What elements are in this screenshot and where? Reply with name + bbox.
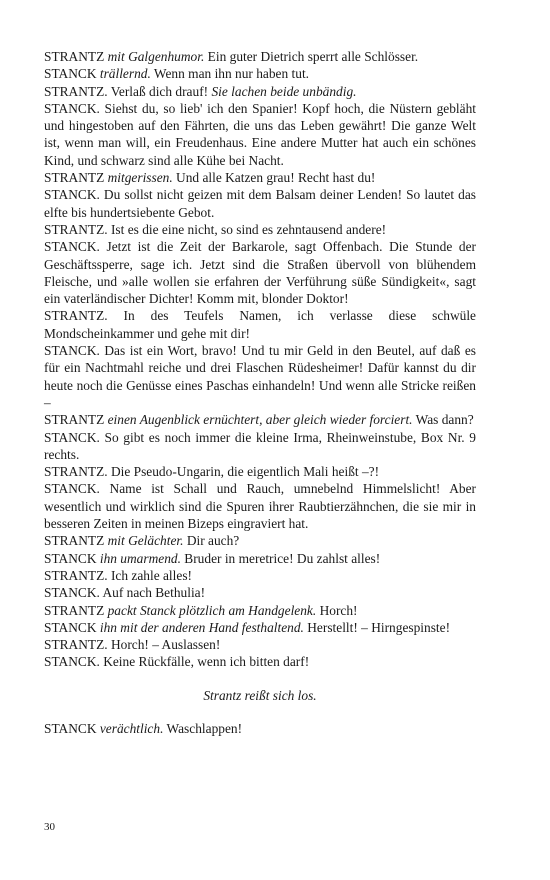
dialogue-line [44,619,476,636]
dialogue-text: STANCK [44,550,100,566]
dialogue-text: STRANTZ. Verlaß dich drauf! [44,83,212,99]
dialogue-line [44,186,476,221]
dialogue-text: STANCK. Siehst du, so lieb' ich den Spanier! Kopf hoch, die Nüstern gebläht und hingestoben auf den Fährten, die uns das Leben gewährt! Die ganze Welt ist, wenn man will, ein Freudenhaus. Eine andere Mutter hat auch ein schönes Kind, und schwarz sind alle Kühe bei Nacht. [44,100,476,168]
stage-direction-inline: mitgerissen. [107,170,173,186]
dialogue-line [44,342,476,411]
stage-direction-inline: verächtlich. [99,720,164,736]
stage-direction-inline: mit Gelächter. [107,533,184,549]
stage-direction-inline: ihn mit der anderen Hand festhaltend. [99,619,304,635]
stage-direction-inline: ihn umarmend. [99,550,181,566]
dialogue-text: Wenn man ihn nur haben tut. [150,66,310,82]
dialogue-line [44,532,476,549]
dialogue-line [44,567,476,584]
dialogue-text: STRANTZ [44,49,108,64]
dialogue-line [44,83,476,100]
dialogue-text: STRANTZ [44,170,108,186]
dialogue-line [44,584,476,601]
dialogue-text: STANCK. So gibt es noch immer die kleine Irma, Rheinweinstube, Box Nr. 9 rechts. [44,429,476,462]
dialogue-text: STANCK. Jetzt ist die Zeit der Barkarole, sagt Offenbach. Die Stunde der Geschäftssperre, sage ich. Jetzt sind die Straßen übervoll von blühendem Fleische, und »alle wollen sie erfahren der Verführung süße Sündigkeit«, sagt ein vaterländischer Dichter! Komm mit, blonder Doktor! [44,239,476,307]
stage-direction-inline: einen Augenblick ernüchtert, aber gleich wieder forciert. [107,412,413,428]
dialogue-line [44,463,476,480]
dialogue-text: Und alle Katzen grau! Recht hast du! [172,170,376,186]
stage-direction: Strantz reißt sich los. [203,687,317,703]
stage-direction-inline: packt Stanck plötzlich am Handgelenk. [107,602,317,618]
dialogue-line [44,48,476,65]
final-dialogue-line [44,720,476,737]
dialogue-lines [44,48,476,671]
dialogue-text: STANCK. Keine Rückfälle, wenn ich bitten darf! [44,654,310,670]
page-number: 30 [44,821,55,833]
dialogue-text: STRANTZ [44,533,108,549]
dialogue-text: STANCK [44,720,100,736]
dialogue-text: Dir auch? [183,533,240,549]
dialogue-line [44,653,476,670]
dialogue-line [44,636,476,653]
dialogue-text: Was dann? [412,412,474,428]
dialogue-line [44,65,476,82]
page-text [44,48,476,737]
dialogue-text: STANCK. Du sollst nicht geizen mit dem Balsam deiner Lenden! So lautet das elfte bis hundertsiebente Gebot. [44,187,476,220]
dialogue-text: STRANTZ. Ich zahle alles! [44,567,192,583]
dialogue-line [44,100,476,169]
dialogue-text: STRANTZ. In des Teufels Namen, ich verlasse diese schwüle Mondscheinkammer und gehe mit dir! [44,308,476,341]
dialogue-text: STRANTZ. Ist es die eine nicht, so sind es zehntausend andere! [44,221,387,237]
dialogue-text: STRANTZ [44,602,108,618]
dialogue-text: STANCK. Auf nach Bethulia! [44,585,206,601]
dialogue-text: Bruder in meretrice! Du zahlst alles! [180,550,381,566]
dialogue-line [44,307,476,342]
dialogue-text: STRANTZ. Die Pseudo-Ungarin, die eigentlich Mali heißt –?! [44,464,380,480]
dialogue-text: STANCK. Name ist Schall und Rauch, umnebelnd Himmelslicht! Aber wesentlich und wirklich sind die Spuren ihrer Raubtierzähnchen, die sie mir in besseren Zeiten in meinen Bizeps eingraviert hat. [44,481,476,532]
dialogue-line [44,169,476,186]
stage-direction-inline: mit Galgenhumor. [107,49,205,64]
stage-direction-inline: Sie lachen beide unbändig. [211,83,357,99]
dialogue-text: Horch! [316,602,358,618]
dialogue-line [44,429,476,464]
dialogue-text: STANCK [44,619,100,635]
dialogue-text: STANCK [44,66,100,82]
dialogue-line [44,550,476,567]
dialogue-text: STANCK. Das ist ein Wort, bravo! Und tu mir Geld in den Beutel, auf daß es für ein Nachtmahl reiche und drei Flaschen Rüdesheimer! Dafür kannst du dir heute noch die Genüsse eines Paschas einhandeln! Und wenn alle Stricke reißen – [44,343,476,410]
dialogue-line [44,238,476,307]
dialogue-text: Herstellt! – Hirngespinste! [303,619,451,635]
dialogue-line [44,480,476,532]
dialogue-text: Waschlappen! [163,720,243,736]
dialogue-text: STRANTZ. Horch! – Auslassen! [44,637,221,653]
dialogue-line [44,221,476,238]
dialogue-text: STRANTZ [44,412,108,428]
dialogue-text: Ein guter Dietrich sperrt alle Schlösser. [204,49,419,64]
stage-direction-inline: trällernd. [99,66,151,82]
dialogue-line [44,602,476,619]
dialogue-line [44,411,476,428]
